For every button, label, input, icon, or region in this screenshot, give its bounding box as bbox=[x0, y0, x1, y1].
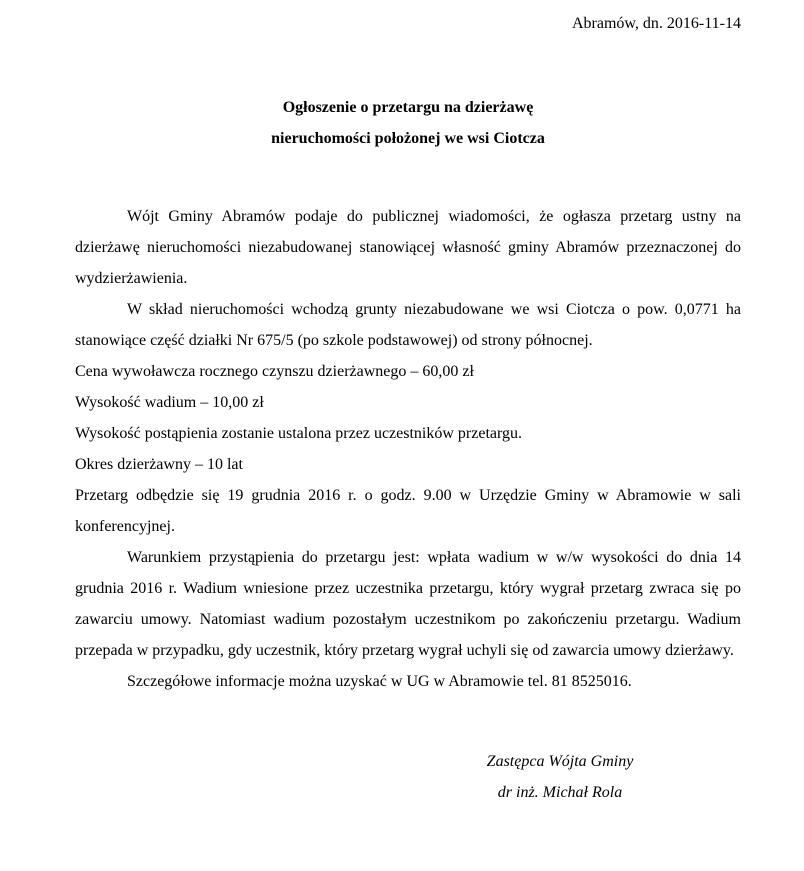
starting-price-line: Cena wywoławcza rocznego czynszu dzierżawnego – 60,00 zł bbox=[75, 363, 474, 380]
signature-name: dr inż. Michał Rola bbox=[497, 784, 623, 801]
title-line-1: Ogłoszenie o przetargu na dzierżawę bbox=[282, 99, 534, 116]
bid-increment-line: Wysokość postąpienia zostanie ustalona przez uczestników przetargu. bbox=[75, 425, 523, 442]
lease-period-line: Okres dzierżawny – 10 lat bbox=[75, 456, 243, 473]
paragraph-announcement: Wójt Gminy Abramów podaje do publicznej wiadomości, że ogłasza przetarg ustny na dzierżawę nieruchomości niezabudowanej stanowiącej własność gminy Abramów przeznaczonej do wydzierżawienia. bbox=[75, 208, 741, 287]
deposit-line: Wysokość wadium – 10,00 zł bbox=[75, 394, 264, 411]
paragraph-contact: Szczegółowe informacje można uzyskać w UG w Abramowie tel. 81 8525016. bbox=[127, 673, 632, 690]
document-title bbox=[75, 92, 741, 154]
auction-date-place-paragraph: Przetarg odbędzie się 19 grudnia 2016 r. o godz. 9.00 w Urzędzie Gminy w Abramowie w sali konferencyjnej. bbox=[75, 487, 741, 535]
place-and-date: Abramów, dn. 2016-11-14 bbox=[571, 15, 741, 32]
signature-role: Zastępca Wójta Gminy bbox=[486, 753, 634, 770]
signature-block bbox=[455, 746, 665, 808]
paragraph-conditions: Warunkiem przystąpienia do przetargu jest: wpłata wadium w w/w wysokości do dnia 14 grudnia 2016 r. Wadium wniesione przez uczestnika przetargu, który wygrał przetarg zwraca się po zawarciu umowy. Natomiast wadium pozostałym uczestnikom po zakończeniu przetargu. Wadium przepada w przypadku, gdy uczestnik, który przetarg wygrał uchyli się od zawarcia umowy dzierżawy. bbox=[75, 549, 741, 659]
paragraph-property-description: W skład nieruchomości wchodzą grunty niezabudowane we wsi Ciotcza o pow. 0,0771 ha stanowiące część działki Nr 675/5 (po szkole podstawowej) od strony północnej. bbox=[75, 301, 741, 349]
title-line-2: nieruchomości położonej we wsi Ciotcza bbox=[271, 130, 545, 147]
document-body bbox=[75, 201, 741, 697]
